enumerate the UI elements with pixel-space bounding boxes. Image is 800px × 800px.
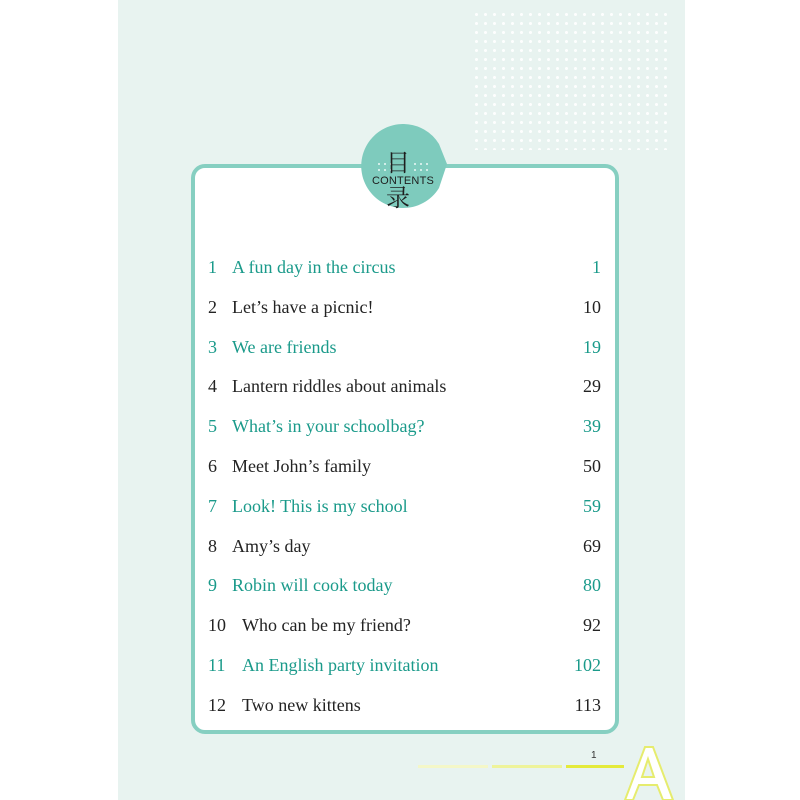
toc-entry-title: A fun day in the circus	[232, 257, 396, 277]
toc-entry-page: 102	[574, 655, 601, 675]
toc-entry-title: Two new kittens	[242, 694, 361, 715]
toc-entry-page: 92	[583, 615, 601, 636]
toc-entry-title: Robin will cook today	[232, 575, 393, 596]
toc-entry[interactable]	[205, 572, 605, 598]
toc-entry-page: 29	[583, 376, 601, 397]
toc-entry-title: Let’s have a picnic!	[232, 296, 374, 317]
toc-entry[interactable]	[205, 453, 605, 479]
corner-letter-a	[617, 745, 677, 800]
toc-entry-number: 10	[208, 615, 226, 636]
contents-title-chinese: 目录	[386, 149, 424, 212]
toc-entry-title: What’s in your schoolbag?	[232, 416, 425, 437]
toc-entry-title: Who can be my friend?	[242, 615, 411, 636]
toc-entry-number: 8	[208, 535, 217, 556]
toc-entry[interactable]	[205, 533, 605, 559]
toc-entry-title: We are friends	[232, 336, 337, 357]
toc-entry[interactable]	[205, 334, 605, 360]
toc-entry[interactable]	[205, 254, 605, 280]
footer-rule-strong	[566, 765, 624, 768]
toc-entry-number: 2	[208, 296, 217, 317]
toc-entry-page: 59	[583, 495, 601, 516]
toc-entry-number: 4	[208, 376, 217, 397]
toc-entry[interactable]	[205, 413, 605, 439]
toc-entry[interactable]	[205, 493, 605, 519]
toc-entry-number: 6	[208, 456, 217, 476]
toc-entry-number: 1	[208, 257, 217, 277]
toc-entry-number: 5	[208, 416, 217, 437]
toc-entry-number: 3	[208, 336, 217, 357]
toc-entry-page: 10	[583, 296, 601, 317]
toc-entry-title: An English party invitation	[242, 655, 439, 675]
toc-entry-title: Look! This is my school	[232, 495, 408, 516]
toc-entry-title: Amy’s day	[232, 535, 311, 556]
page-number: 1	[591, 750, 597, 761]
toc-entry-page: 80	[583, 575, 601, 596]
toc-entry-page: 113	[574, 694, 601, 715]
toc-entry[interactable]	[205, 692, 605, 718]
toc-entry-number: 9	[208, 575, 217, 596]
toc-entry-page: 19	[583, 336, 601, 357]
toc-entry-title: Lantern riddles about animals	[232, 376, 447, 397]
toc-entry-number: 11	[208, 655, 226, 675]
footer-rule-light	[418, 765, 488, 768]
toc-entry[interactable]	[205, 652, 605, 678]
toc-entry[interactable]	[205, 294, 605, 320]
toc-entry-page: 50	[583, 456, 601, 476]
footer-rule-mid	[492, 765, 562, 768]
toc-entry-number: 7	[208, 495, 217, 516]
toc-entry[interactable]	[205, 373, 605, 399]
toc-entry-title: Meet John’s family	[232, 456, 371, 476]
decorative-dot-pattern	[472, 10, 672, 150]
toc-entry-page: 69	[583, 535, 601, 556]
toc-entry-page: 1	[592, 257, 601, 277]
contents-panel	[191, 164, 619, 734]
toc-entry-number: 12	[208, 694, 226, 715]
toc-entry-page: 39	[583, 416, 601, 437]
toc-entry[interactable]	[205, 612, 605, 638]
contents-title-english: CONTENTS	[371, 175, 435, 187]
